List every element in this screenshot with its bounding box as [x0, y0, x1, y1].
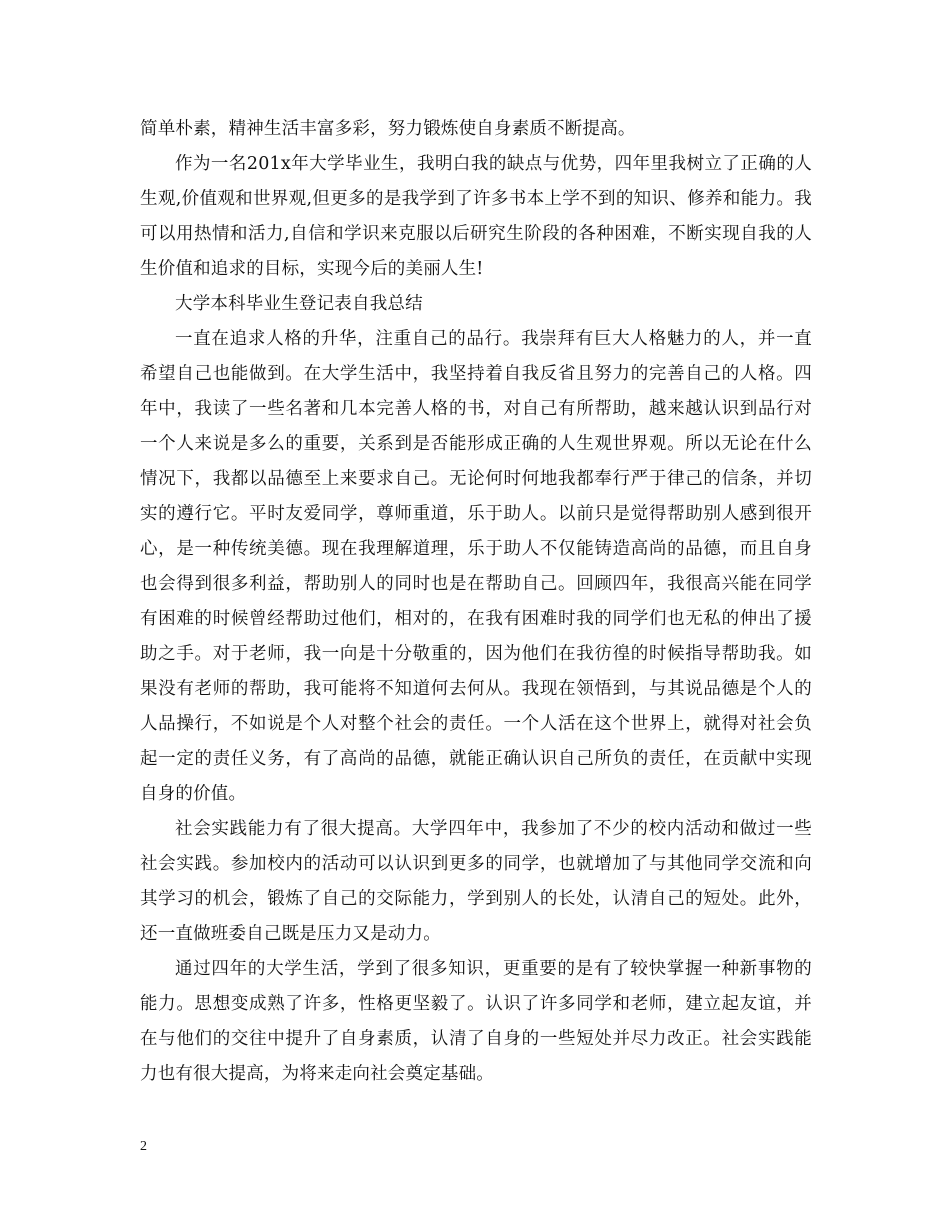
document-body [140, 112, 812, 1092]
paragraph-continuation: 简单朴素，精神生活丰富多彩，努力锻炼使自身素质不断提高。 [140, 119, 636, 139]
paragraph-graduate-reflection: 作为一名201x年大学毕业生，我明白我的缺点与优势，四年里我树立了正确的人生观,价值观和世界观,但更多的是我学到了许多书本上学不到的知识、修养和能力。我可以用热情和活力,自信和学识来克服以后研究生阶段的各种困难，不断实现自我的人生价值和追求的目标，实现今后的美丽人生! [140, 154, 812, 279]
paragraph-social-practice: 社会实践能力有了很大提高。大学四年中，我参加了不少的校内活动和做过一些社会实践。参加校内的活动可以认识到更多的同学，也就增加了与其他同学交流和向其学习的机会，锻炼了自己的交际能力，学到别人的长处，认清自己的短处。此外，还一直做班委自己既是压力又是动力。 [140, 819, 812, 944]
paragraph-summary: 通过四年的大学生活，学到了很多知识，更重要的是有了较快掌握一种新事物的能力。思想变成熟了许多，性格更坚毅了。认识了许多同学和老师，建立起友谊，并在与他们的交往中提升了自身素质，认清了自身的一些短处并尽力改正。社会实践能力也有很大提高，为将来走向社会奠定基础。 [140, 959, 812, 1084]
section-heading: 大学本科毕业生登记表自我总结 [175, 294, 423, 314]
paragraph-character: 一直在追求人格的升华，注重自己的品行。我崇拜有巨大人格魅力的人，并一直希望自己也能做到。在大学生活中，我坚持着自我反省且努力的完善自己的人格。四年中，我读了一些名著和几本完善人格的书，对自己有所帮助，越来越认识到品行对一个人来说是多么的重要，关系到是否能形成正确的人生观世界观。所以无论在什么情况下，我都以品德至上来要求自己。无论何时何地我都奉行严于律己的信条，并切实的遵行它。平时友爱同学，尊师重道，乐于助人。以前只是觉得帮助别人感到很开心，是一种传统美德。现在我理解道理，乐于助人不仅能铸造高尚的品德，而且自身也会得到很多利益，帮助别人的同时也是在帮助自己。回顾四年，我很高兴能在同学有困难的时候曾经帮助过他们，相对的，在我有困难时我的同学们也无私的伸出了援助之手。对于老师，我一向是十分敬重的，因为他们在我彷徨的时候指导帮助我。如果没有老师的帮助，我可能将不知道何去何从。我现在领悟到，与其说品德是个人的人品操行，不如说是个人对整个社会的责任。一个人活在这个世界上，就得对社会负起一定的责任义务，有了高尚的品德，就能正确认识自己所负的责任，在贡献中实现自身的价值。 [140, 329, 812, 804]
page-number: 2 [140, 1139, 147, 1154]
